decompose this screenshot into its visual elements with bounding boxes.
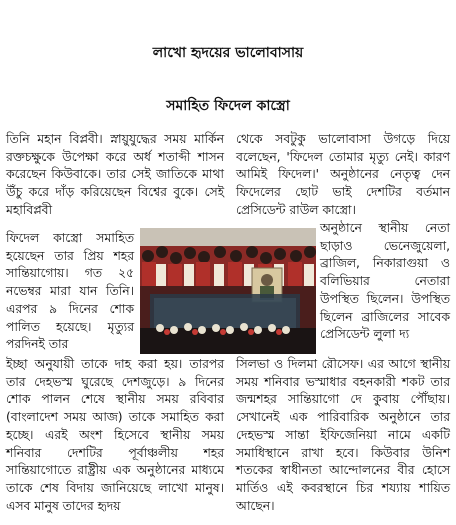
funeral-crowd-photo — [140, 228, 316, 354]
column-2-top-text: থেকে সবটুকু ভালোবাসা উগড়ে দিয়ে বলেছেন, 'ফিদেল তোমার মৃত্যু নেই। কারণ আমিই ফিদেল।' অনুষ্ঠানের নেতৃত্ব দেন ফিদেলের ছোট ভাই দেশটির বর্তমান প্রেসিডেন্ট রাউল কাস্ত্রো। — [236, 132, 450, 217]
column-1-wrap-text: ফিদেল কাস্ত্রো সমাহিত হয়েছেন তার প্রিয় শহর সান্তিয়াগোয়। গত ২৫ নভেম্বর মারা যান তিনি। এরপর ৯ দিনের শোক পালিত হয়েছে। মৃত্যুর পরদিনই তার — [6, 231, 134, 352]
column-2-bottom-text: সিলভা ও দিলমা রৌসেফ। এর আগে স্থানীয় সময় শনিবার ভস্মাধার বহনকারী শকট তার জন্মশহর সান্তিয়াগো দে কুবায় পৌঁছায়। সেখানেই এক পারিবারিক অনুষ্ঠানে তার দেহভস্ম সান্তা ইফিজেনিয়া নামে একটি সমাধিস্থানে রাখা হবে। কিউবার উনিশ শতকের স্বাধীনতা আন্দোলনের বীর হোসে মার্তিও এই কবরস্থানে চির শয্যায় শায়িত আছেন। — [236, 357, 450, 513]
column-1-bottom-text: ইচ্ছা অনুযায়ী তাকে দাহ করা হয়। তারপর তার দেহভস্ম ঘুরেছে দেশজুড়ে। ৯ দিনের শোক পালন শেষে স্থানীয় সময় রবিবার (বাংলাদেশ সময় আজ) তাকে সমাহিত করা হচ্ছে। এরই অংশ হিসেবে স্থানীয় সময় শনিবার দেশটির পূর্বাঞ্চলীয় শহর সান্তিয়াগোতে রাষ্ট্রীয় এক অনুষ্ঠানের মাধ্যমে তাকে শেষ বিদায় জানিয়েছে লাখো মানুষ। এসব মানুষ তাদের হৃদয় — [6, 357, 224, 513]
column-2-wrap-text: অনুষ্ঠানে স্থানীয় নেতা ছাড়াও ভেনেজুয়েলা, ব্রাজিল, নিকারাগুয়া ও বলিভিয়ার নেতারা উপস্থিত ছিলেন। উপস্থিত ছিলেন ব্রাজিলের সাবেক প্রেসিডেন্ট লুলা দ্য — [320, 221, 450, 342]
column-1-top-text: তিনি মহান বিপ্লবী। স্নায়ুযুদ্ধের সময় মার্কিন রক্তচক্ষুকে উপেক্ষা করে অর্ধ শতাব্দী শাসন করেছেন কিউবাকে। তার সেই জাতিকে মাথা উঁচু করে দাঁড় করিয়েছেন বিশ্বের বুকে। সেই মহাবিপ্লবী — [6, 132, 224, 217]
funeral-crowd-photo-art — [140, 228, 316, 354]
headline-line-1: লাখো হৃদয়ের ভালোবাসায় — [152, 45, 304, 61]
headline-line-2: সমাহিত ফিদেল কাস্ত্রো — [166, 98, 290, 114]
